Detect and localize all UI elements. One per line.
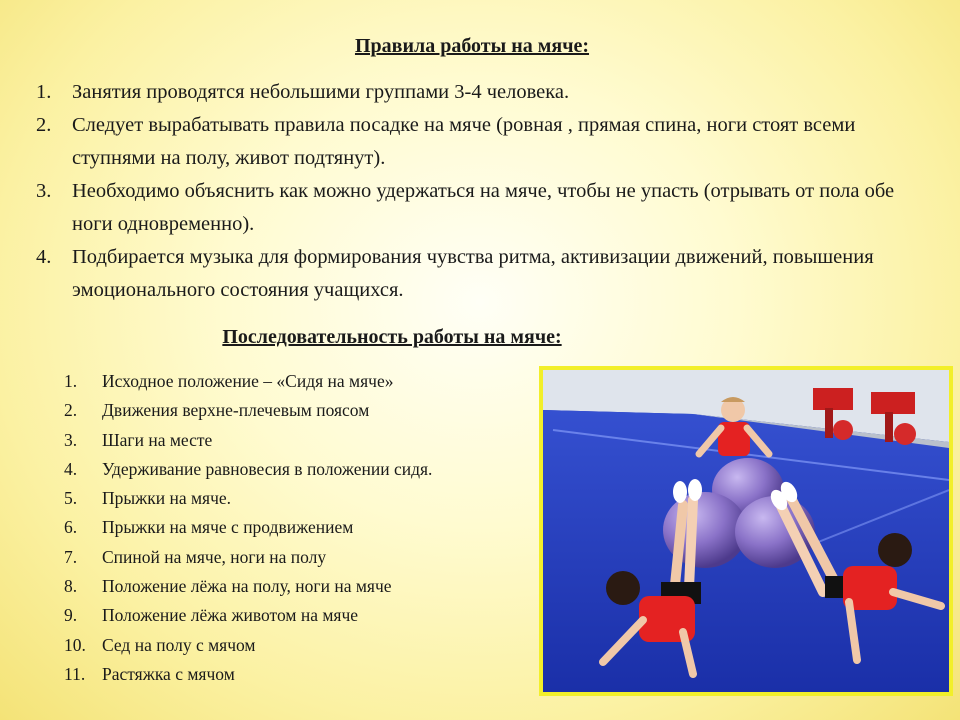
list-item [64, 631, 534, 660]
step-text: Исходное положение – «Сидя на мяче» [102, 371, 394, 391]
list-item [36, 175, 916, 241]
rule-number: 3. [36, 180, 52, 202]
step-number: 11. [64, 663, 86, 684]
step-number: 3. [64, 429, 78, 450]
rules-heading: Правила работы на мяче: [354, 35, 590, 57]
rule-number: 2. [36, 114, 52, 136]
rules-list [36, 76, 916, 307]
step-number: 1. [64, 371, 78, 391]
step-number: 5. [64, 488, 78, 509]
list-item [64, 601, 534, 630]
step-text: Сед на полу с мячом [102, 634, 256, 655]
exercise-photo [539, 366, 953, 696]
step-number: 4. [64, 458, 78, 479]
rule-number: 1. [36, 81, 52, 103]
step-text: Прыжки на мяче. [102, 488, 232, 509]
step-text: Прыжки на мяче с продвижением [102, 517, 354, 538]
step-number: 8. [64, 576, 78, 597]
step-number: 6. [64, 517, 78, 538]
list-item [64, 543, 534, 572]
step-text: Движения верхне-плечевым поясом [102, 400, 370, 421]
sequence-heading: Последовательность работы на мяче: [222, 326, 562, 348]
list-item [64, 513, 534, 542]
rule-number: 4. [36, 246, 52, 268]
list-item [36, 109, 916, 175]
step-number: 10. [64, 634, 86, 655]
rule-text: Занятия проводятся небольшими группами 3-4 человека. [72, 81, 570, 103]
step-text: Растяжка с мячом [102, 663, 235, 684]
sequence-list [64, 367, 534, 689]
step-text: Спиной на мяче, ноги на полу [102, 546, 327, 567]
list-item [64, 367, 534, 396]
rule-text: Необходимо объяснить как можно удержаться на мяче, чтобы не упасть (отрывать от пола обе ноги одновременно). [72, 180, 895, 235]
step-text: Положение лёжа на полу, ноги на мяче [102, 576, 392, 597]
list-item [36, 241, 916, 307]
rule-text: Подбирается музыка для формирования чувства ритма, активизации движений, повышения эмоционального состояния учащихся. [72, 246, 874, 301]
list-item [64, 660, 534, 689]
step-text: Удерживание равновесия в положении сидя. [102, 458, 433, 479]
step-number: 9. [64, 605, 78, 626]
step-number: 2. [64, 400, 78, 421]
rule-text: Следует вырабатывать правила посадке на мяче (ровная , прямая спина, ноги стоят всеми ступнями на полу, живот подтянут). [72, 114, 856, 169]
list-item [64, 572, 534, 601]
list-item [64, 426, 534, 455]
list-item [36, 76, 916, 109]
children-on-fitballs-illustration [543, 370, 949, 692]
step-number: 7. [64, 546, 78, 567]
list-item [64, 396, 534, 425]
list-item [64, 455, 534, 484]
list-item [64, 484, 534, 513]
step-text: Шаги на месте [102, 429, 213, 450]
step-text: Положение лёжа животом на мяче [102, 605, 359, 626]
